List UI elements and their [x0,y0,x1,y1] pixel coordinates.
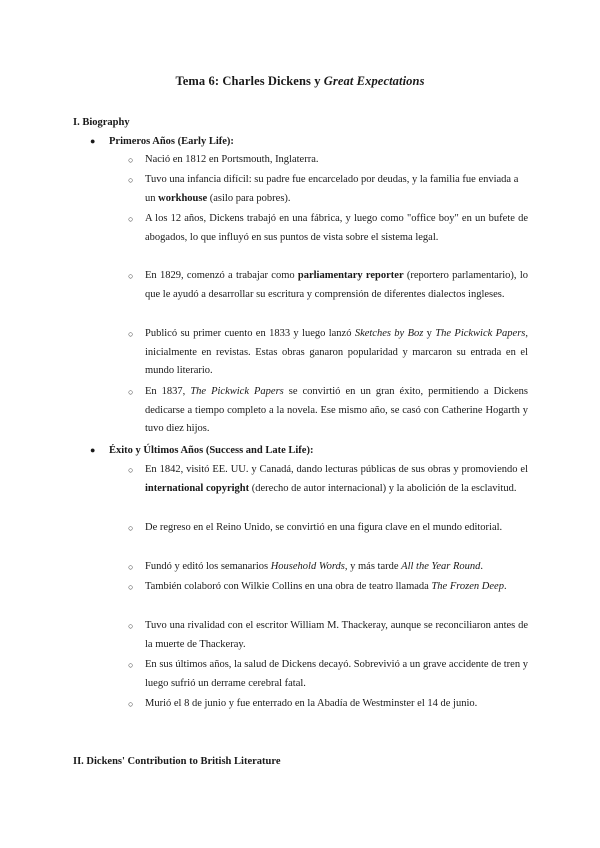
subheading-early-life: ● Primeros Años (Early Life): [90,136,234,147]
bullet-icon: ● [90,445,96,455]
section-heading-biography: I. Biography [73,117,130,128]
circle-bullet-icon: ○ [128,465,134,475]
circle-bullet-icon: ○ [128,155,134,165]
page-title: Tema 6: Charles Dickens y Great Expectations [175,74,425,88]
circle-bullet-icon: ○ [128,660,134,670]
list-item: ○ Tuvo una infancia difícil: su padre fue encarcelado por deudas, y la familia fue enviada a un workhouse (asilo para pobres). [128,171,528,208]
list-item: ○ A los 12 años, Dickens trabajó en una fábrica, y luego como "office boy" en un bufete de abogados, lo que influyó en sus puntos de vista sobre el sistema legal. [128,210,528,247]
list-item: ○ Fundó y editó los semanarios Household Words, y más tarde All the Year Round. [128,558,528,577]
circle-bullet-icon: ○ [128,214,134,224]
circle-bullet-icon: ○ [128,523,134,533]
list-item: ○ También colaboró con Wilkie Collins en una obra de teatro llamada The Frozen Deep. [128,578,528,597]
list-item: ○ En 1829, comenzó a trabajar como parliamentary reporter (reportero parlamentario), lo que le ayudó a desarrollar su escritura y comprensión de diferentes dialectos ingleses. [128,267,528,304]
circle-bullet-icon: ○ [128,329,134,339]
section-heading-contribution: II. Dickens' Contribution to British Literature [73,756,281,767]
list-item: ○ En 1837, The Pickwick Papers se convirtió en un gran éxito, permitiendo a Dickens dedicarse a tiempo completo a la novela. Ese mismo año, se casó con Catherine Hogarth y tuvo diez hijos. [128,383,528,439]
subheading-success-late-life: ● Éxito y Últimos Años (Success and Late Life): [90,445,314,456]
circle-bullet-icon: ○ [128,175,134,185]
circle-bullet-icon: ○ [128,621,134,631]
list-item: ○ Publicó su primer cuento en 1833 y luego lanzó Sketches by Boz y The Pickwick Papers, inicialmente en revistas. Estas obras ganaron popularidad y marcaron su entrada en el mundo literario. [128,325,528,381]
circle-bullet-icon: ○ [128,582,134,592]
circle-bullet-icon: ○ [128,699,134,709]
list-item: ○ Nació en 1812 en Portsmouth, Inglaterra. [128,151,528,170]
circle-bullet-icon: ○ [128,387,134,397]
list-item: ○ En sus últimos años, la salud de Dickens decayó. Sobrevivió a un grave accidente de tren y luego sufrió un derrame cerebral fatal. [128,656,528,693]
list-item: ○ En 1842, visitó EE. UU. y Canadá, dando lecturas públicas de sus obras y promoviendo el international copyright (derecho de autor internacional) y la abolición de la esclavitud. [128,461,528,498]
list-item: ○ Tuvo una rivalidad con el escritor William M. Thackeray, aunque se reconciliaron antes de la muerte de Thackeray. [128,617,528,654]
circle-bullet-icon: ○ [128,562,134,572]
title-italic: Great Expectations [323,74,425,88]
circle-bullet-icon: ○ [128,271,134,281]
list-item: ○ De regreso en el Reino Unido, se convirtió en una figura clave en el mundo editorial. [128,519,528,538]
bullet-icon: ● [90,136,96,146]
list-item: ○ Murió el 8 de junio y fue enterrado en la Abadía de Westminster el 14 de junio. [128,695,528,714]
